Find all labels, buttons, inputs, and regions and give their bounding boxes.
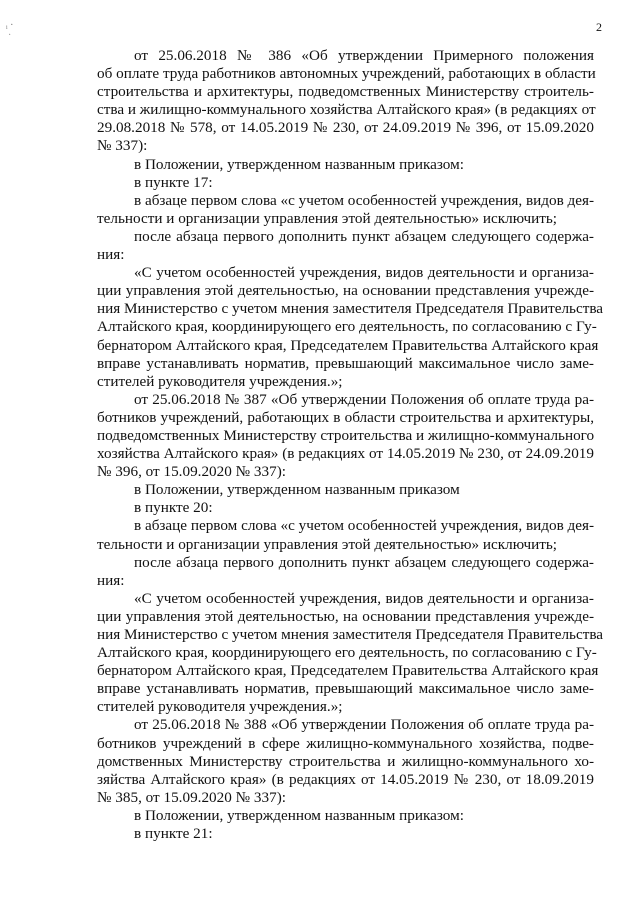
text-line: вправе устанавливать норматив, превышающий максимальное число заме- xyxy=(97,680,594,698)
text-line: от 25.06.2018 № 388 «Об утверждении Положения об оплате труда ра- xyxy=(134,716,594,734)
text-line: в Положении, утвержденном названным приказом: xyxy=(134,155,464,173)
text-line: тельности и организации управления этой деятельностью» исключить; xyxy=(97,209,558,227)
text-line: в Положении, утвержденном названным приказом: xyxy=(134,806,464,824)
text-line: в абзаце первом слова «с учетом особенностей учреждения, видов дея- xyxy=(134,517,595,535)
text-line: в пункте 21: xyxy=(134,825,213,843)
text-line: бернатором Алтайского края, Председателем Правительства Алтайского края xyxy=(97,336,599,354)
text-line: после абзаца первого дополнить пункт абзацем следующего содержа- xyxy=(134,553,594,571)
text-line: ции управления этой деятельностью, на основании представления учрежде- xyxy=(97,282,594,300)
text-line: «С учетом особенностей учреждения, видов деятельности и организа- xyxy=(134,264,594,282)
text-line: стителей руководителя учреждения.»; xyxy=(97,698,343,716)
text-line: «С учетом особенностей учреждения, видов деятельности и организа- xyxy=(134,589,594,607)
text-line: Алтайского края, координирующего его деятельность, по согласованию с Гу- xyxy=(97,644,597,662)
text-line: ботников учреждений в сфере жилищно-коммунального хозяйства, подве- xyxy=(97,734,594,752)
text-line: об оплате труда работников автономных учреждений, работающих в области xyxy=(97,65,596,83)
text-line: 29.08.2018 № 578, от 14.05.2019 № 230, от 24.09.2019 № 396, от 15.09.2020 xyxy=(97,119,594,137)
text-line: ния Министерство с учетом мнения заместителя Председателя Правительства xyxy=(97,626,604,643)
text-line: домственных Министерству строительства и жилищно-коммунального хо- xyxy=(97,752,594,770)
text-line: хозяйства Алтайского края» (в редакциях от 14.05.2019 № 230, от 24.09.2019 xyxy=(97,445,594,463)
text-line: тельности и организации управления этой деятельностью» исключить; xyxy=(97,535,558,553)
text-line: № 337): xyxy=(97,137,148,155)
text-line: стителей руководителя учреждения.»; xyxy=(97,372,343,390)
page-number: 2 xyxy=(596,20,602,34)
text-line: ния: xyxy=(97,571,125,589)
text-line: от 25.06.2018 № 387 «Об утверждении Положения об оплате труда ра- xyxy=(134,390,594,408)
text-line: зяйства Алтайского края» (в редакциях от 14.05.2019 № 230, от 18.09.2019 xyxy=(97,770,594,788)
text-line: вправе устанавливать норматив, превышающий максимальное число заме- xyxy=(97,354,594,372)
scan-artifact: · xyxy=(8,30,12,41)
text-line: строительства и архитектуры, подведомственных Министерству строитель- xyxy=(97,83,594,101)
text-line: Алтайского края, координирующего его деятельность, по согласованию с Гу- xyxy=(97,318,597,336)
text-line: ботников учреждений, работающих в области строительства и архитектуры, xyxy=(97,408,594,426)
document-body xyxy=(97,47,604,843)
text-line: в абзаце первом слова «с учетом особенностей учреждения, видов дея- xyxy=(134,191,595,209)
text-line: № 385, от 15.09.2020 № 337): xyxy=(97,788,286,806)
text-line: в пункте 20: xyxy=(134,499,213,517)
text-line: ния Министерство с учетом мнения заместителя Председателя Правительства xyxy=(97,300,604,318)
text-line: подведомственных Министерству строительства и жилищно-коммунального xyxy=(97,426,595,444)
scan-artifact: ᵢ · xyxy=(6,20,14,31)
text-line: в пункте 17: xyxy=(134,173,213,191)
text-line: бернатором Алтайского края, Председателем Правительства Алтайского края xyxy=(97,662,599,680)
text-line: № 396, от 15.09.2020 № 337): xyxy=(97,463,286,481)
text-line: ции управления этой деятельностью, на основании представления учрежде- xyxy=(97,607,594,625)
text-line: после абзаца первого дополнить пункт абзацем следующего содержа- xyxy=(134,227,594,245)
text-line: ния: xyxy=(97,246,125,264)
text-line: ства и жилищно-коммунального хозяйства Алтайского края» (в редакциях от xyxy=(97,101,596,119)
text-line: от 25.06.2018 № 386 «Об утверждении Примерного положения xyxy=(134,47,594,64)
text-line: в Положении, утвержденном названным приказом xyxy=(134,481,460,499)
